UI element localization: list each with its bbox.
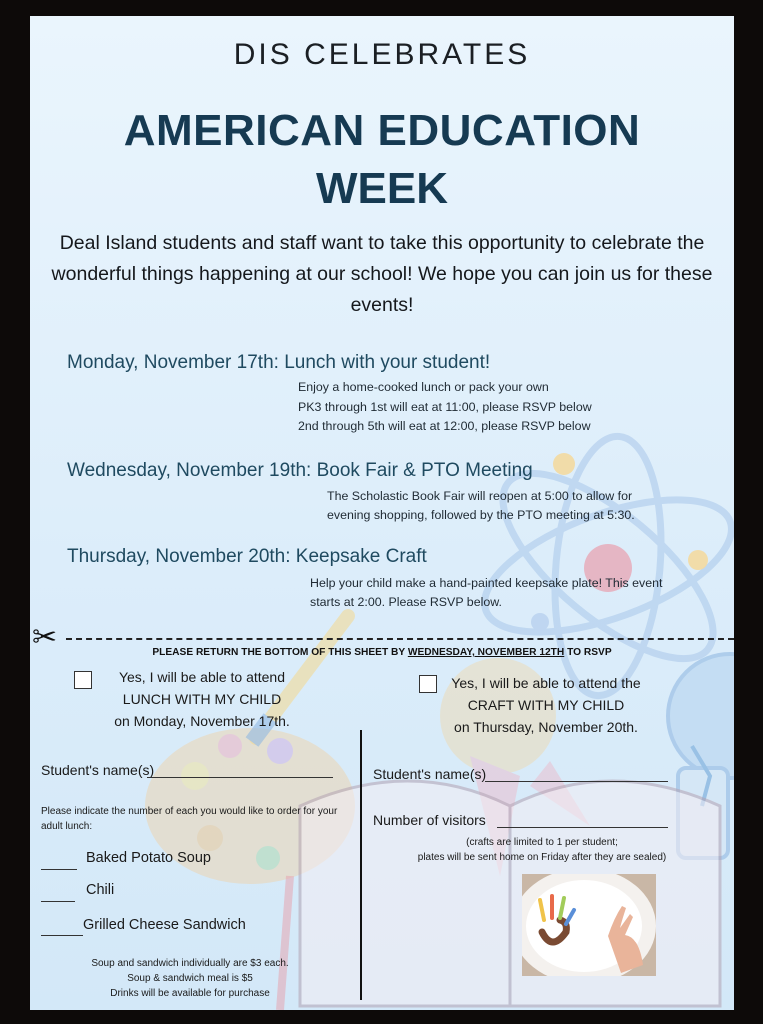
craft-note: (crafts are limited to 1 per student; plates will be sent home on Friday after they are sealed) — [417, 837, 667, 863]
event-monday-detail-1: Enjoy a home-cooked lunch or pack your own — [298, 380, 549, 394]
menu-item-soup: Baked Potato Soup — [86, 850, 211, 866]
lunch-attend-option: Yes, I will be able to attend LUNCH WITH MY CHILD on Monday, November 17th. — [114, 669, 290, 729]
intro-paragraph: Deal Island students and staff want to take this opportunity to celebrate the wonderful things happening at our school! We hope you can join us for these events! — [51, 232, 713, 316]
lunch-student-name-label: Student's name(s) — [41, 762, 155, 778]
rsvp-deadline: WEDNESDAY, NOVEMBER 12TH — [407, 647, 565, 658]
lunch-pricing-note: Soup and sandwich individually are $3 each. Soup & sandwich meal is $5 Drinks will be available for purchase — [91, 958, 289, 999]
lunch-order-instruction: Please indicate the number of each you would like to order for your adult lunch: — [41, 806, 338, 832]
event-monday-detail-2: PK3 through 1st will eat at 11:00, please RSVP below — [298, 400, 592, 414]
craft-student-name-field[interactable] — [485, 781, 668, 782]
craft-student-name-label: Student's name(s) — [373, 766, 487, 782]
event-thursday-detail-2: starts at 2:00. Please RSVP below. — [310, 595, 502, 609]
menu-item-sandwich: Grilled Cheese Sandwich — [83, 917, 246, 933]
visitors-label: Number of visitors — [373, 812, 486, 828]
lunch-student-name-field[interactable] — [147, 777, 333, 778]
soup-quantity-field[interactable] — [41, 869, 77, 870]
event-kicker: DIS CELEBRATES — [233, 38, 531, 71]
form-divider — [360, 730, 362, 1000]
event-monday-detail-3: 2nd through 5th will eat at 12:00, please RSVP below — [298, 419, 591, 433]
sandwich-quantity-field[interactable] — [41, 935, 83, 936]
menu-item-chili: Chili — [86, 882, 115, 898]
event-wednesday-detail-1: The Scholastic Book Fair will reopen at 5:00 to allow for — [327, 489, 633, 503]
flyer-sheet — [30, 16, 734, 1010]
event-thursday-heading: Thursday, November 20th: Keepsake Craft — [67, 546, 427, 567]
event-thursday-detail-1: Help your child make a hand-painted keepsake plate! This event — [310, 576, 663, 590]
scissors-icon: ✂ — [32, 621, 58, 654]
event-monday-heading: Monday, November 17th: Lunch with your student! — [67, 352, 491, 373]
rsvp-instruction: PLEASE RETURN THE BOTTOM OF THIS SHEET BY WEDNESDAY, NOVEMBER 12TH TO RSVP — [152, 647, 612, 658]
event-wednesday-heading: Wednesday, November 19th: Book Fair & PTO Meeting — [67, 460, 533, 481]
chili-quantity-field[interactable] — [41, 901, 75, 902]
keepsake-plate-photo — [522, 874, 656, 976]
page-title-line2: WEEK — [316, 164, 448, 213]
visitors-field[interactable] — [497, 827, 668, 828]
cut-line — [66, 638, 734, 640]
craft-attend-option: Yes, I will be able to attend the CRAFT WITH MY CHILD on Thursday, November 20th. — [451, 675, 641, 735]
page-title-line1: AMERICAN EDUCATION — [123, 106, 641, 155]
event-wednesday-detail-2: evening shopping, followed by the PTO meeting at 5:30. — [327, 508, 635, 522]
